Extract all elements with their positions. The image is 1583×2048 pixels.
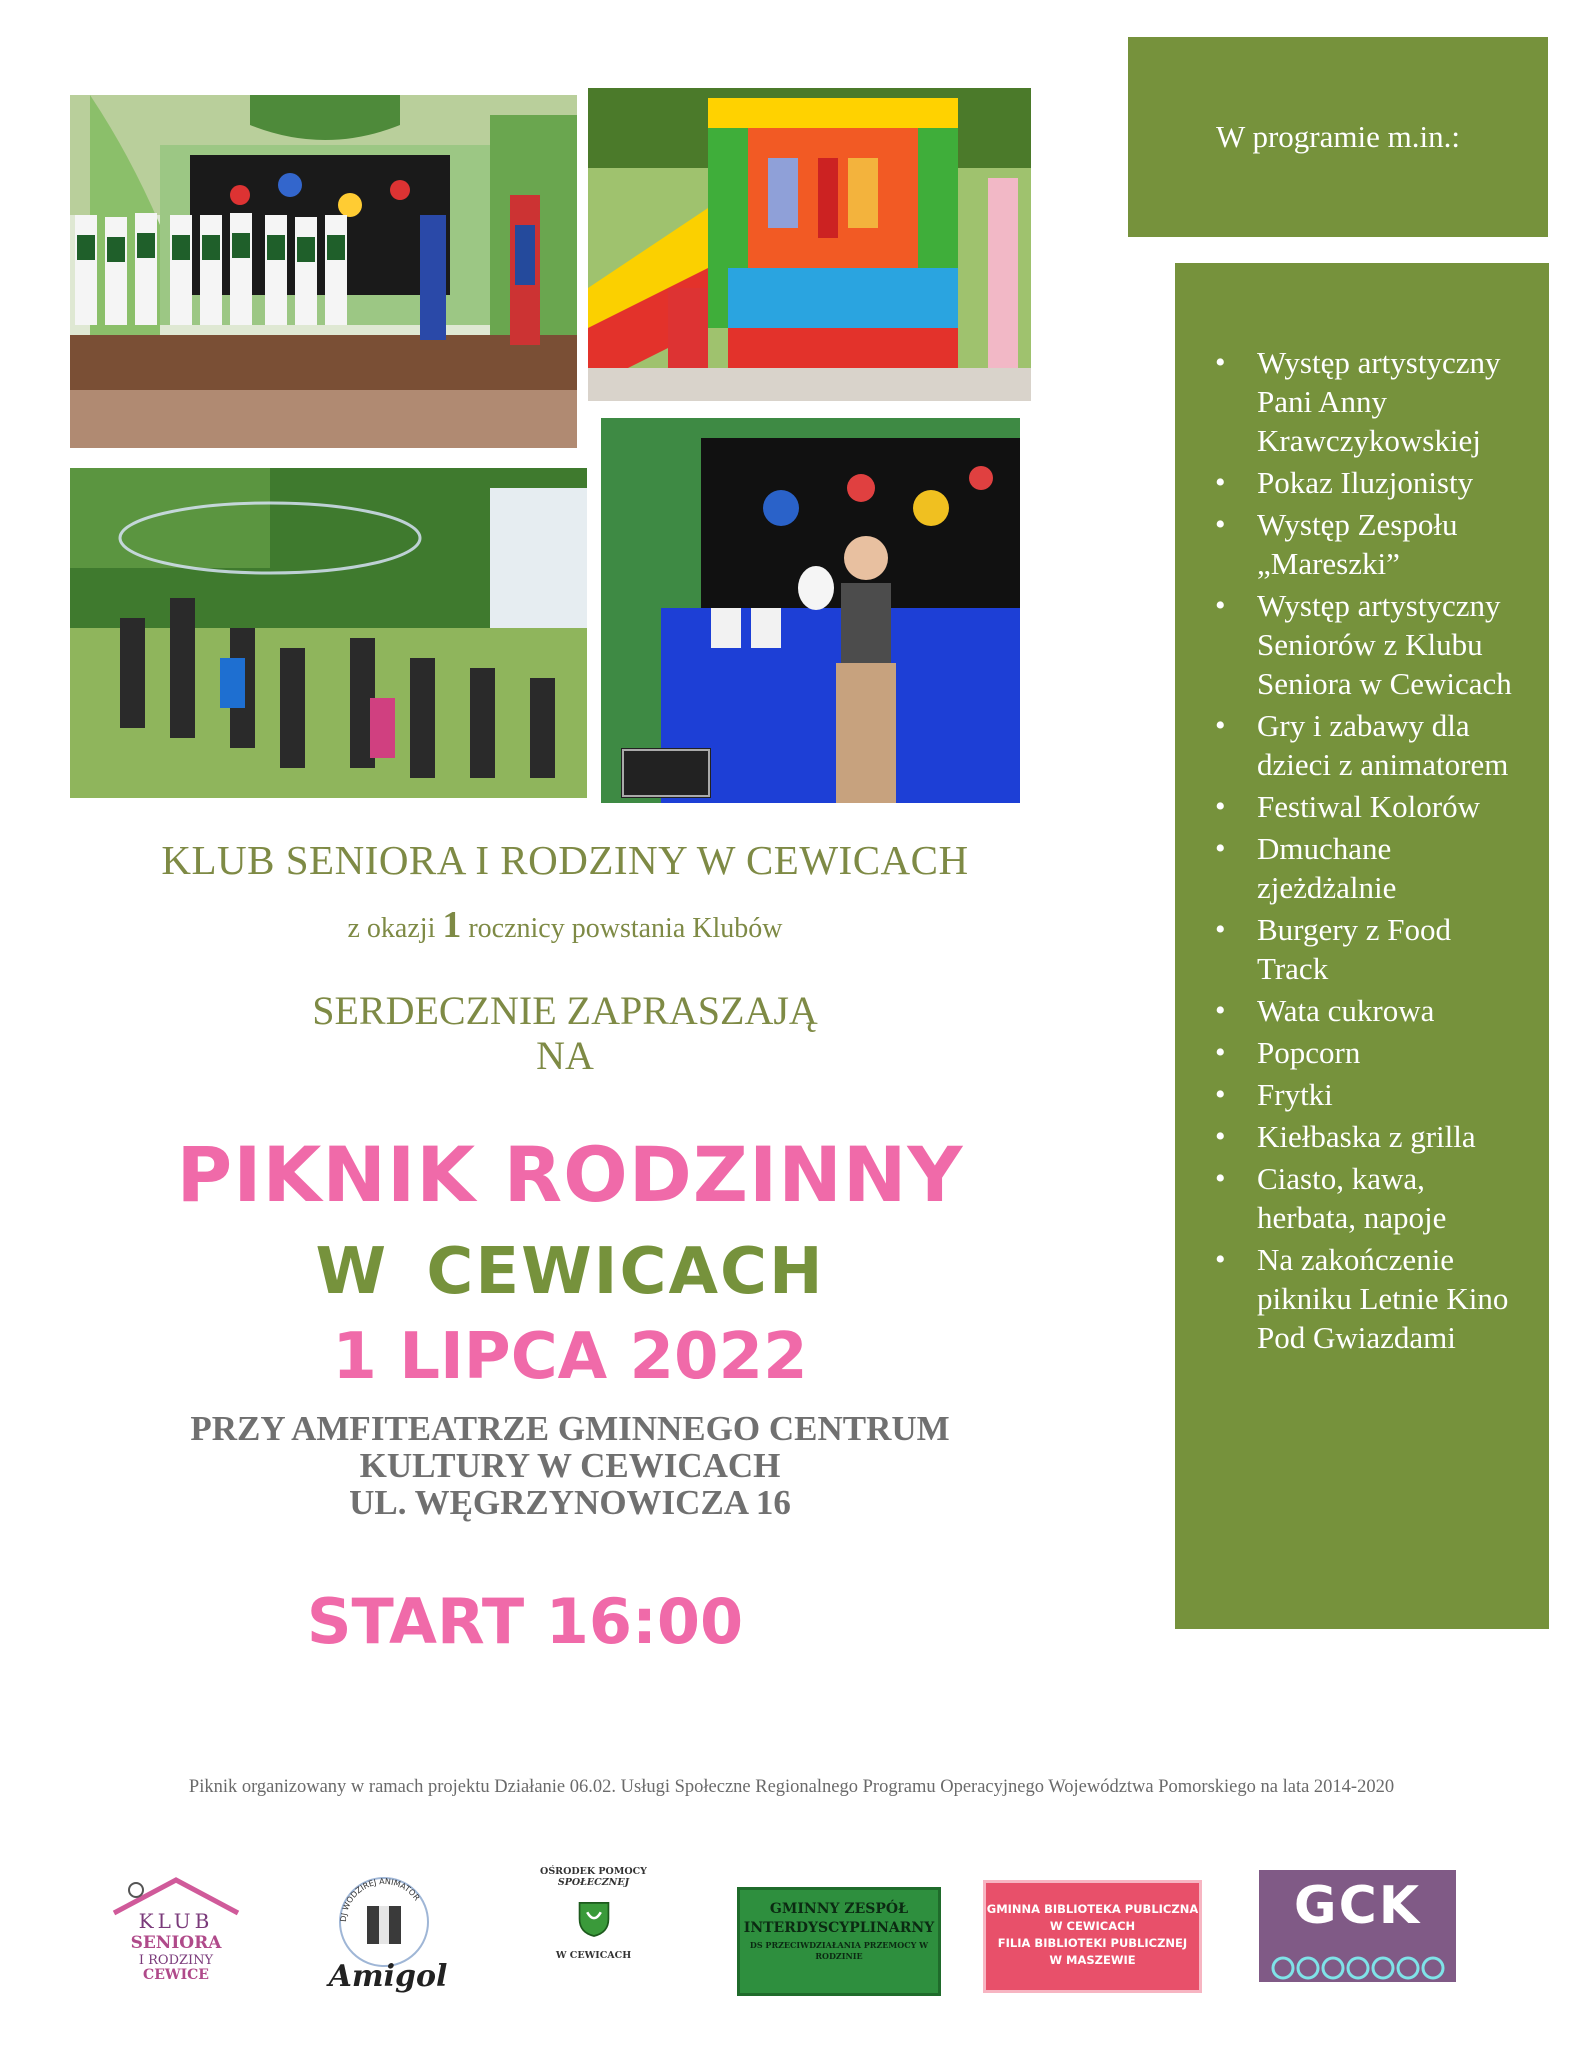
footer-note: Piknik organizowany w ramach projektu Działanie 06.02. Usługi Społeczne Regionalnego Programu Operacyjnego Województwa Pomorskiego na lata 2014-2020 <box>188 1777 1395 1797</box>
invitation-text <box>70 988 1060 1078</box>
program-list <box>1213 343 1527 1357</box>
ops-crest-icon <box>577 1900 611 1938</box>
program-item: • Występ artystyczny Pani Anny Krawczykowskiej <box>1213 343 1527 460</box>
gck-logo <box>1259 1870 1456 1982</box>
program-item: • Wata cukrowa <box>1213 991 1527 1030</box>
program-list-box <box>1175 263 1549 1629</box>
occasion-line <box>70 903 1060 947</box>
event-date: 1 LIPCA 2022 <box>332 1320 808 1394</box>
klub-logo-text: CEWICE <box>143 1967 209 1983</box>
program-item: • Ciasto, kawa, herbata, napoje <box>1213 1159 1527 1237</box>
program-item: • Dmuchane zjeżdżalnie <box>1213 829 1527 907</box>
gzi-logo-line: INTERDYSCYPLINARNY <box>743 1920 935 1936</box>
klub-logo-text: KLUB <box>138 1909 214 1933</box>
klub-seniora-logo <box>106 1868 246 1983</box>
photo-folk-ensemble <box>70 95 577 448</box>
gbp-logo-line: GMINNA BIBLIOTEKA PUBLICZNA <box>986 1902 1199 1916</box>
program-item: • Występ Zespołu „Mareszki” <box>1213 505 1527 583</box>
gck-logo-text: GCK <box>1293 1876 1422 1936</box>
start-time: START 16:00 <box>306 1585 744 1658</box>
amigol-ring-text: DJ WODZIREJ ANIMATOR <box>338 1876 422 1923</box>
program-heading-box <box>1128 37 1548 237</box>
klub-logo-text: SENIORA <box>130 1933 222 1953</box>
program-item: • Na zakończenie pikniku Letnie Kino Pod Gwiazdami <box>1213 1240 1527 1357</box>
klub-logo-text: I RODZINY <box>138 1953 214 1968</box>
address-line2: KULTURY W CEWICACH <box>359 1446 781 1485</box>
photo-illusionist <box>601 418 1020 803</box>
gbp-logo-line: FILIA BIBLIOTEKI PUBLICZNEJ <box>997 1936 1188 1950</box>
address-line1: PRZY AMFITEATRZE GMINNEGO CENTRUM <box>190 1409 950 1448</box>
program-heading: W programie m.in.: <box>1216 119 1460 154</box>
program-item: • Pokaz Iluzjonisty <box>1213 463 1527 502</box>
gbp-logo-line: W CEWICACH <box>1049 1919 1136 1933</box>
invitation-line1: SERDECZNIE ZAPRASZAJĄ <box>312 988 818 1033</box>
photo-bubbles-kids <box>70 468 587 798</box>
address-line3: UL. WĘGRZYNOWICZA 16 <box>349 1483 791 1522</box>
gzi-logo-line: GMINNY ZESPÓŁ <box>769 1901 909 1917</box>
program-item: • Burgery z Food Track <box>1213 910 1527 988</box>
program-item: • Występ artystyczny Seniorów z Klubu Seniora w Cewicach <box>1213 586 1527 703</box>
program-item: • Gry i zabawy dla dzieci z animatorem <box>1213 706 1527 784</box>
ops-logo-line: SPOŁECZNEJ <box>557 1877 630 1888</box>
amigol-logo-text: Amigol <box>328 1959 448 1994</box>
program-item: • Popcorn <box>1213 1033 1527 1072</box>
occasion-number: 1 <box>442 904 462 946</box>
amigol-logo <box>322 1870 457 1995</box>
ops-logo-line: W CEWICACH <box>555 1950 632 1961</box>
gzi-logo <box>737 1887 941 1996</box>
event-address <box>40 1410 1100 1521</box>
gck-bubbles-icon <box>1268 1953 1448 1983</box>
gbp-logo-line: W MASZEWIE <box>1049 1953 1136 1967</box>
program-item: • Festiwal Kolorów <box>1213 787 1527 826</box>
photo-bouncy-castle <box>588 88 1031 401</box>
event-place: W CEWICACH <box>315 1235 825 1309</box>
ops-logo-line: OŚRODEK POMOCY <box>540 1866 647 1877</box>
ops-logo <box>526 1866 661 1990</box>
program-item: • Kiełbaska z grilla <box>1213 1117 1527 1156</box>
occasion-prefix: z okazji <box>347 913 436 944</box>
gbp-logo <box>983 1880 1202 1993</box>
organizer-title: KLUB SENIORA I RODZINY W CEWICACH <box>161 837 969 883</box>
invitation-line2: NA <box>536 1033 594 1078</box>
occasion-suffix: rocznicy powstania Klubów <box>468 913 783 944</box>
program-item: • Frytki <box>1213 1075 1527 1114</box>
gzi-logo-line: DS PRZECIWDZIAŁANIA PRZEMOCY W RODZINIE <box>749 1940 929 1961</box>
event-title: PIKNIK RODZINNY <box>176 1130 964 1219</box>
